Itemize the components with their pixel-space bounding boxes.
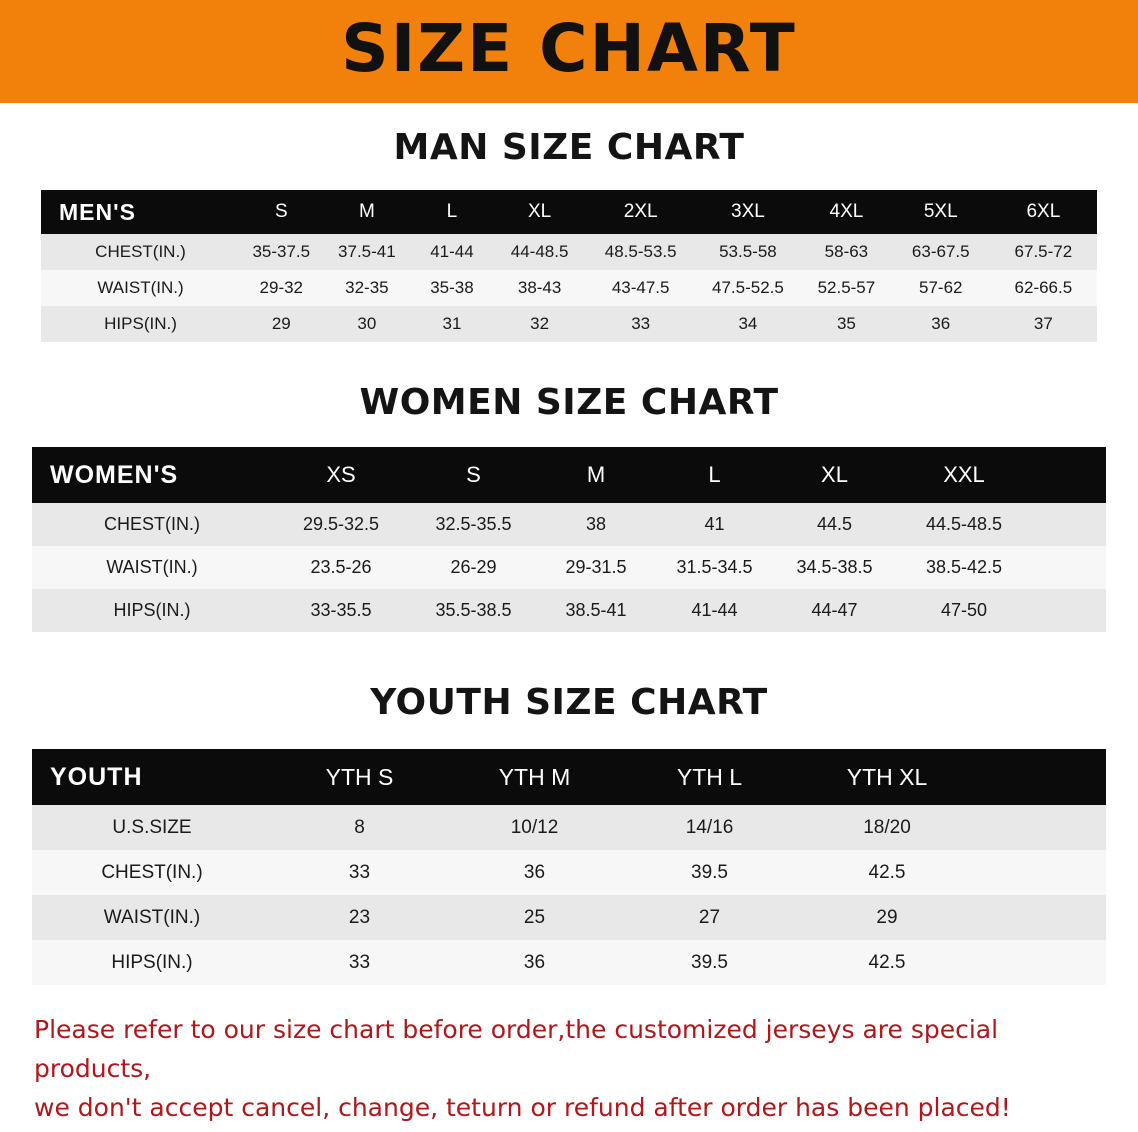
man-section-title: MAN SIZE CHART [393, 127, 745, 168]
table-row [32, 546, 1106, 589]
women-cell: 47-50 [940, 600, 988, 620]
youth-cell: 33 [348, 861, 371, 883]
youth-cell: 36 [523, 951, 546, 973]
men-row-label: WAIST(IN.) [97, 278, 184, 297]
youth-col-header: YTH S [325, 763, 394, 790]
women-cell: 34.5-38.5 [796, 557, 873, 577]
youth-cell-spacer [977, 895, 1106, 940]
men-cell: 44-48.5 [510, 242, 569, 261]
women-col-header: L [708, 462, 721, 487]
youth-cell: 39.5 [691, 861, 728, 883]
women-cell: 29-31.5 [565, 557, 627, 577]
women-table-body [32, 503, 1106, 632]
men-cell: 63-67.5 [911, 242, 970, 261]
women-cell: 31.5-34.5 [676, 557, 753, 577]
youth-col-header-spacer [977, 749, 1106, 805]
women-col-header: XXL [943, 462, 985, 487]
men-cell: 32 [530, 314, 550, 333]
youth-cell: 39.5 [691, 951, 728, 973]
men-row-label: HIPS(IN.) [104, 314, 177, 333]
men-cell: 34 [738, 314, 758, 333]
women-cell-spacer [1033, 546, 1106, 589]
men-row-label: CHEST(IN.) [95, 242, 186, 261]
table-row [32, 503, 1106, 546]
women-col-header: XL [821, 462, 848, 487]
women-cell: 29.5-32.5 [302, 514, 380, 534]
men-cell: 41-44 [430, 242, 474, 261]
youth-cell: 42.5 [868, 951, 906, 973]
table-row [32, 940, 1106, 985]
men-col-header: S [274, 201, 288, 222]
women-col-header-spacer [1033, 447, 1106, 503]
youth-header-row [32, 749, 1106, 805]
men-cell: 35-37.5 [252, 242, 311, 261]
women-section-title: WOMEN SIZE CHART [359, 382, 779, 423]
women-col-header: S [466, 462, 481, 487]
men-cell: 37.5-41 [338, 242, 396, 261]
men-col-header: 6XL [1026, 201, 1061, 222]
men-cell: 67.5-72 [1014, 242, 1073, 261]
women-cell: 32.5-35.5 [435, 514, 512, 534]
women-cell: 44.5 [816, 514, 853, 534]
men-header-row [41, 190, 1097, 234]
youth-col-header: YTH XL [846, 763, 928, 790]
women-size-table [32, 447, 1106, 632]
youth-cell: 29 [876, 906, 898, 928]
youth-section-title: YOUTH SIZE CHART [370, 682, 768, 723]
women-row-label: CHEST(IN.) [104, 514, 200, 534]
table-row [32, 850, 1106, 895]
women-col-header: XS [326, 462, 356, 487]
youth-cell: 18/20 [863, 816, 911, 838]
youth-cell: 14/16 [685, 816, 734, 838]
youth-cell: 33 [348, 951, 371, 973]
women-row-label: HIPS(IN.) [113, 600, 191, 620]
youth-cell: 36 [523, 861, 546, 883]
table-row [41, 234, 1097, 270]
women-cell: 44-47 [811, 600, 858, 620]
table-row [32, 805, 1106, 850]
banner-title: SIZE CHART [341, 9, 797, 87]
women-cell: 38.5-42.5 [925, 557, 1003, 577]
men-col-header: 4XL [829, 201, 864, 222]
men-cell: 43-47.5 [611, 278, 670, 297]
men-cell: 57-62 [919, 278, 963, 297]
men-row-label-header: MEN'S [59, 198, 136, 225]
youth-row-label: CHEST(IN.) [101, 861, 203, 883]
table-row [41, 306, 1097, 342]
youth-cell: 8 [354, 816, 365, 838]
men-cell: 48.5-53.5 [604, 242, 677, 261]
youth-cell-spacer [977, 940, 1106, 985]
youth-cell: 10/12 [510, 816, 559, 838]
women-cell: 44.5-48.5 [925, 514, 1003, 534]
women-table-head [32, 447, 1106, 503]
men-cell: 29 [271, 314, 291, 333]
women-cell: 41-44 [691, 600, 738, 620]
men-cell: 37 [1033, 314, 1053, 333]
women-cell: 23.5-26 [310, 557, 372, 577]
women-row-label-header: WOMEN'S [50, 460, 179, 489]
youth-row-label: WAIST(IN.) [103, 906, 201, 928]
women-row-label: WAIST(IN.) [106, 557, 198, 577]
men-cell: 58-63 [824, 242, 869, 261]
men-table-head [41, 190, 1097, 234]
youth-table-head [32, 749, 1106, 805]
disclaimer-line-2: we don't accept cancel, change, teturn or refund after order has been placed! [34, 1092, 1011, 1122]
youth-row-label: U.S.SIZE [112, 816, 192, 838]
women-cell-spacer [1033, 503, 1106, 546]
men-cell: 35 [836, 314, 856, 333]
youth-cell: 27 [698, 906, 721, 928]
men-cell: 29-32 [259, 278, 304, 297]
men-cell: 30 [357, 314, 377, 333]
youth-table-body [32, 805, 1106, 985]
youth-cell: 42.5 [868, 861, 906, 883]
youth-cell-spacer [977, 850, 1106, 895]
women-cell: 38 [585, 514, 607, 534]
men-col-header: 2XL [623, 201, 658, 222]
women-cell: 35.5-38.5 [435, 600, 512, 620]
youth-size-table [32, 749, 1106, 985]
banner [0, 0, 1138, 103]
youth-col-header: YTH L [676, 763, 743, 790]
men-cell: 32-35 [345, 278, 389, 297]
men-size-table [41, 190, 1097, 342]
women-cell-spacer [1033, 589, 1106, 632]
women-header-row [32, 447, 1106, 503]
table-row [32, 895, 1106, 940]
men-cell: 38-43 [517, 278, 562, 297]
men-cell: 35-38 [430, 278, 474, 297]
men-col-header: M [358, 201, 375, 222]
men-cell: 36 [931, 314, 951, 333]
youth-row-label-header: YOUTH [50, 762, 143, 791]
men-cell: 52.5-57 [817, 278, 876, 297]
men-table-body [41, 234, 1097, 342]
women-cell: 38.5-41 [565, 600, 627, 620]
women-cell: 41 [704, 514, 725, 534]
table-row [32, 589, 1106, 632]
youth-cell: 23 [348, 906, 371, 928]
men-cell: 33 [631, 314, 651, 333]
youth-cell-spacer [977, 805, 1106, 850]
youth-col-header: YTH M [498, 763, 571, 790]
women-col-header: M [586, 462, 606, 487]
disclaimer-note [34, 1011, 1104, 1127]
women-cell: 26-29 [450, 557, 497, 577]
table-row [41, 270, 1097, 306]
women-cell: 33-35.5 [310, 600, 372, 620]
disclaimer-line-1: Please refer to our size chart before order,the customized jerseys are special products, [34, 1015, 999, 1083]
men-col-header: L [446, 201, 458, 222]
youth-row-label: HIPS(IN.) [111, 951, 193, 973]
men-cell: 62-66.5 [1014, 278, 1073, 297]
men-col-header: XL [527, 201, 552, 222]
men-cell: 53.5-58 [719, 242, 777, 261]
men-cell: 31 [442, 314, 462, 333]
youth-cell: 25 [523, 906, 546, 928]
men-col-header: 3XL [731, 201, 765, 222]
men-col-header: 5XL [923, 201, 958, 222]
men-cell: 47.5-52.5 [712, 278, 784, 297]
